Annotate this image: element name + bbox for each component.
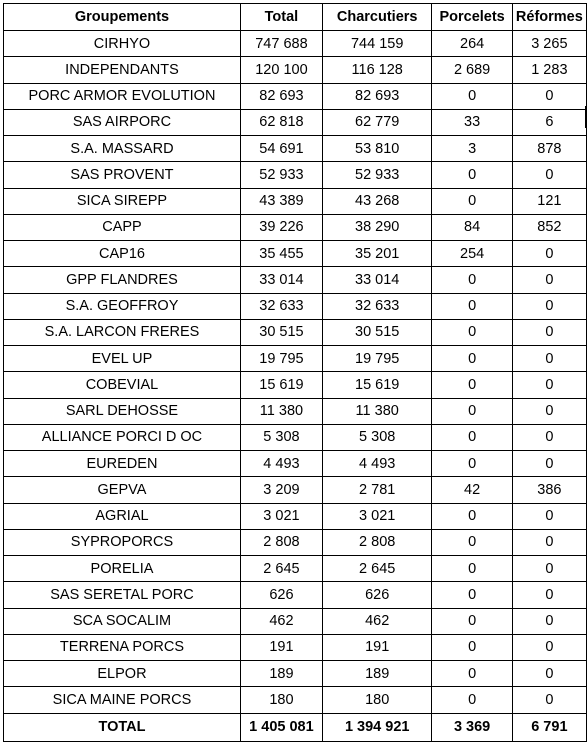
- cell-porcelets: 84: [432, 214, 512, 240]
- cell-groupement: PORC ARMOR EVOLUTION: [4, 83, 241, 109]
- cell-reformes: 6: [512, 109, 586, 135]
- table-row: [4, 451, 587, 477]
- total-groupement: TOTAL: [4, 713, 241, 741]
- cell-porcelets: 0: [432, 661, 512, 687]
- cell-reformes: 0: [512, 267, 586, 293]
- cell-total: 43 389: [240, 188, 322, 214]
- cell-groupement: SCA SOCALIM: [4, 608, 241, 634]
- cell-total: 2 645: [240, 556, 322, 582]
- cell-charcutiers: 2 645: [322, 556, 432, 582]
- table-row: [4, 477, 587, 503]
- cell-porcelets: 33: [432, 109, 512, 135]
- header-groupements: Groupements: [4, 4, 241, 31]
- cell-groupement: S.A. LARCON FRERES: [4, 319, 241, 345]
- cell-reformes: 386: [512, 477, 586, 503]
- cell-groupement: SAS AIRPORC: [4, 109, 241, 135]
- table-row: [4, 83, 587, 109]
- cell-porcelets: 0: [432, 556, 512, 582]
- cell-porcelets: 0: [432, 293, 512, 319]
- header-charcutiers: Charcutiers: [322, 4, 432, 31]
- table-row: [4, 372, 587, 398]
- cell-reformes: 0: [512, 162, 586, 188]
- cell-reformes: 0: [512, 241, 586, 267]
- cell-charcutiers: 191: [322, 634, 432, 660]
- groupements-table: [3, 3, 587, 742]
- cell-total: 11 380: [240, 398, 322, 424]
- cell-porcelets: 0: [432, 451, 512, 477]
- cell-charcutiers: 19 795: [322, 346, 432, 372]
- cell-total: 189: [240, 661, 322, 687]
- cell-charcutiers: 62 779: [322, 109, 432, 135]
- table-row: [4, 661, 587, 687]
- cell-total: 180: [240, 687, 322, 713]
- cell-total: 626: [240, 582, 322, 608]
- cell-charcutiers: 189: [322, 661, 432, 687]
- cell-charcutiers: 82 693: [322, 83, 432, 109]
- cell-charcutiers: 11 380: [322, 398, 432, 424]
- cell-groupement: SAS PROVENT: [4, 162, 241, 188]
- cell-charcutiers: 5 308: [322, 424, 432, 450]
- cell-total: 30 515: [240, 319, 322, 345]
- cell-charcutiers: 33 014: [322, 267, 432, 293]
- cell-porcelets: 0: [432, 582, 512, 608]
- cell-porcelets: 0: [432, 503, 512, 529]
- cell-porcelets: 0: [432, 372, 512, 398]
- table-row: [4, 319, 587, 345]
- cell-charcutiers: 3 021: [322, 503, 432, 529]
- table-row: [4, 109, 587, 135]
- table-row: [4, 267, 587, 293]
- cell-charcutiers: 53 810: [322, 136, 432, 162]
- cell-porcelets: 0: [432, 319, 512, 345]
- table-row: [4, 556, 587, 582]
- cell-groupement: CAP16: [4, 241, 241, 267]
- table-row: [4, 57, 587, 83]
- cell-porcelets: 0: [432, 529, 512, 555]
- table-row: [4, 188, 587, 214]
- cell-groupement: SYPROPORCS: [4, 529, 241, 555]
- cell-charcutiers: 52 933: [322, 162, 432, 188]
- cell-reformes: 0: [512, 424, 586, 450]
- cell-porcelets: 0: [432, 398, 512, 424]
- cell-groupement: COBEVIAL: [4, 372, 241, 398]
- cell-charcutiers: 116 128: [322, 57, 432, 83]
- cell-reformes: 0: [512, 346, 586, 372]
- cell-charcutiers: 4 493: [322, 451, 432, 477]
- cell-reformes: 0: [512, 83, 586, 109]
- cell-total: 15 619: [240, 372, 322, 398]
- table-row: [4, 214, 587, 240]
- cell-groupement: GEPVA: [4, 477, 241, 503]
- cell-groupement: SAS SERETAL PORC: [4, 582, 241, 608]
- cell-porcelets: 0: [432, 346, 512, 372]
- cell-groupement: EUREDEN: [4, 451, 241, 477]
- cell-charcutiers: 38 290: [322, 214, 432, 240]
- header-total: Total: [240, 4, 322, 31]
- cell-total: 54 691: [240, 136, 322, 162]
- cell-groupement: PORELIA: [4, 556, 241, 582]
- cell-groupement: INDEPENDANTS: [4, 57, 241, 83]
- cell-reformes: 852: [512, 214, 586, 240]
- cell-reformes: 0: [512, 529, 586, 555]
- cell-porcelets: 254: [432, 241, 512, 267]
- cell-groupement: EVEL UP: [4, 346, 241, 372]
- header-row: [4, 4, 587, 31]
- cell-reformes: 0: [512, 319, 586, 345]
- total-total: 1 405 081: [240, 713, 322, 741]
- cell-reformes: 0: [512, 582, 586, 608]
- cell-total: 19 795: [240, 346, 322, 372]
- cell-groupement: CAPP: [4, 214, 241, 240]
- cell-total: 2 808: [240, 529, 322, 555]
- cell-reformes: 121: [512, 188, 586, 214]
- table-row: [4, 31, 587, 57]
- table-row: [4, 241, 587, 267]
- cell-total: 462: [240, 608, 322, 634]
- cell-groupement: SARL DEHOSSE: [4, 398, 241, 424]
- cell-groupement: ELPOR: [4, 661, 241, 687]
- cell-total: 191: [240, 634, 322, 660]
- cell-total: 747 688: [240, 31, 322, 57]
- table-row: [4, 293, 587, 319]
- total-porcelets: 3 369: [432, 713, 512, 741]
- table-row: [4, 503, 587, 529]
- cell-porcelets: 0: [432, 83, 512, 109]
- cell-total: 52 933: [240, 162, 322, 188]
- cell-groupement: GPP FLANDRES: [4, 267, 241, 293]
- cell-charcutiers: 462: [322, 608, 432, 634]
- cell-reformes: 3 265: [512, 31, 586, 57]
- table-row: [4, 582, 587, 608]
- table-row: [4, 687, 587, 713]
- cell-total: 62 818: [240, 109, 322, 135]
- cell-groupement: S.A. MASSARD: [4, 136, 241, 162]
- cell-charcutiers: 2 808: [322, 529, 432, 555]
- cell-reformes: 0: [512, 556, 586, 582]
- cell-charcutiers: 15 619: [322, 372, 432, 398]
- total-charcutiers: 1 394 921: [322, 713, 432, 741]
- cell-charcutiers: 744 159: [322, 31, 432, 57]
- cell-charcutiers: 35 201: [322, 241, 432, 267]
- cell-reformes: 0: [512, 372, 586, 398]
- header-porcelets: Porcelets: [432, 4, 512, 31]
- cell-porcelets: 0: [432, 687, 512, 713]
- cell-reformes: 0: [512, 608, 586, 634]
- cell-groupement: TERRENA PORCS: [4, 634, 241, 660]
- cell-total: 3 209: [240, 477, 322, 503]
- cell-groupement: S.A. GEOFFROY: [4, 293, 241, 319]
- cell-porcelets: 42: [432, 477, 512, 503]
- cell-total: 32 633: [240, 293, 322, 319]
- cell-total: 5 308: [240, 424, 322, 450]
- cell-groupement: SICA MAINE PORCS: [4, 687, 241, 713]
- cell-porcelets: 2 689: [432, 57, 512, 83]
- table-row: [4, 424, 587, 450]
- cell-reformes: 0: [512, 661, 586, 687]
- table-row: [4, 608, 587, 634]
- cell-total: 35 455: [240, 241, 322, 267]
- cell-groupement: ALLIANCE PORCI D OC: [4, 424, 241, 450]
- cell-porcelets: 0: [432, 162, 512, 188]
- cell-porcelets: 0: [432, 188, 512, 214]
- cell-groupement: CIRHYO: [4, 31, 241, 57]
- cell-total: 39 226: [240, 214, 322, 240]
- cell-total: 120 100: [240, 57, 322, 83]
- cell-total: 33 014: [240, 267, 322, 293]
- cell-porcelets: 0: [432, 424, 512, 450]
- cell-charcutiers: 32 633: [322, 293, 432, 319]
- table-row: [4, 398, 587, 424]
- cell-porcelets: 0: [432, 608, 512, 634]
- header-reformes: Réformes: [512, 4, 586, 31]
- cell-porcelets: 0: [432, 267, 512, 293]
- cell-porcelets: 264: [432, 31, 512, 57]
- cell-total: 82 693: [240, 83, 322, 109]
- cell-reformes: 0: [512, 503, 586, 529]
- table-row: [4, 346, 587, 372]
- total-row: [4, 713, 587, 741]
- total-reformes: 6 791: [512, 713, 586, 741]
- cell-total: 4 493: [240, 451, 322, 477]
- table-row: [4, 529, 587, 555]
- cell-groupement: SICA SIREPP: [4, 188, 241, 214]
- cell-reformes: 0: [512, 293, 586, 319]
- cell-reformes: 878: [512, 136, 586, 162]
- cell-charcutiers: 2 781: [322, 477, 432, 503]
- cell-reformes: 0: [512, 634, 586, 660]
- cell-reformes: 0: [512, 687, 586, 713]
- table-row: [4, 162, 587, 188]
- table-row: [4, 136, 587, 162]
- cell-charcutiers: 30 515: [322, 319, 432, 345]
- cell-reformes: 0: [512, 398, 586, 424]
- cell-reformes: 1 283: [512, 57, 586, 83]
- table-row: [4, 634, 587, 660]
- cell-total: 3 021: [240, 503, 322, 529]
- cell-reformes: 0: [512, 451, 586, 477]
- cell-charcutiers: 43 268: [322, 188, 432, 214]
- cell-groupement: AGRIAL: [4, 503, 241, 529]
- cell-charcutiers: 626: [322, 582, 432, 608]
- cell-porcelets: 3: [432, 136, 512, 162]
- cell-charcutiers: 180: [322, 687, 432, 713]
- cell-porcelets: 0: [432, 634, 512, 660]
